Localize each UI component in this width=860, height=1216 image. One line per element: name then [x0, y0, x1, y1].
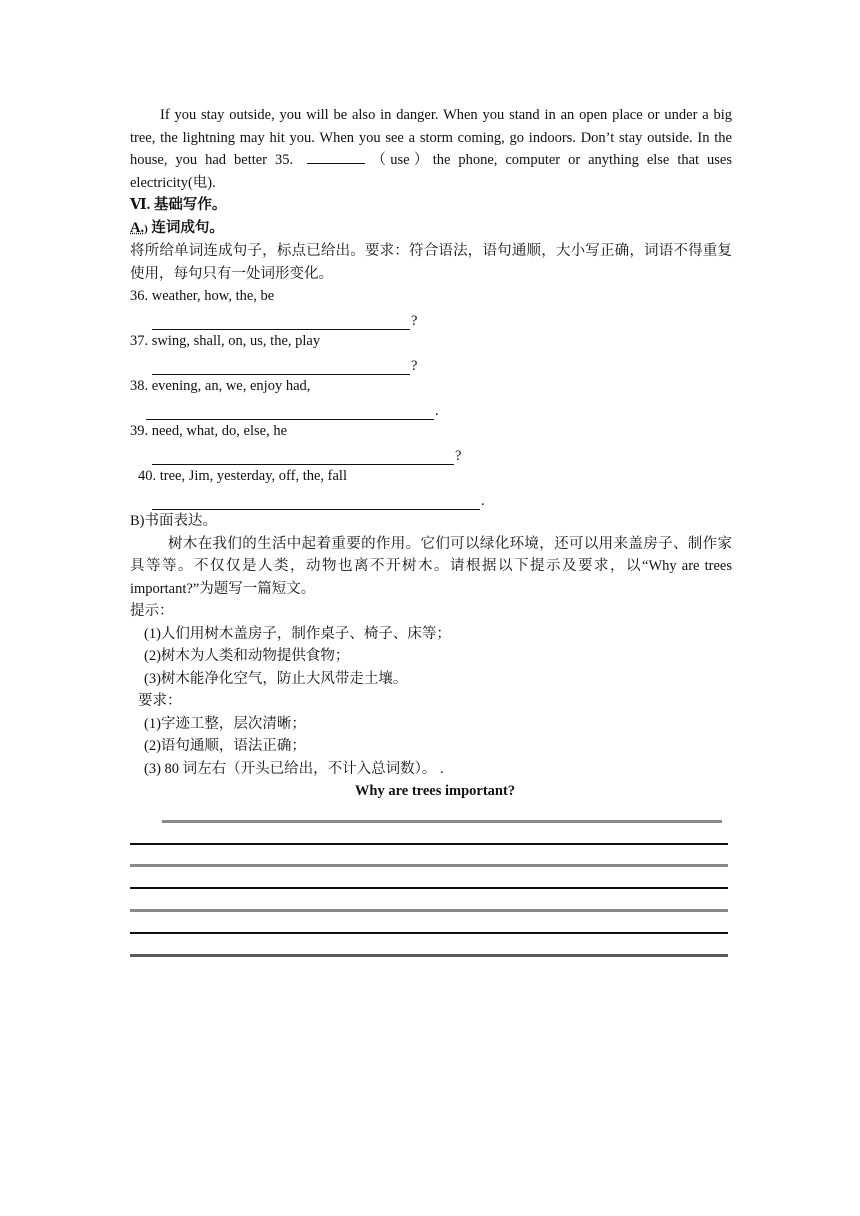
writing-line[interactable]	[130, 909, 728, 912]
answer-line-37[interactable]	[152, 359, 410, 375]
item-36-prompt: 36. weather, how, the, be	[130, 288, 275, 304]
part-a-instructions: 将所给单词连成句子，标点已给出。要求：符合语法，语句通顺，大小写正确，词语不得重复使用，每句只有一处词形变化。	[130, 243, 732, 282]
part-a-label: A.	[130, 219, 145, 236]
requirement-1: (1)字迹工整，层次清晰；	[144, 715, 306, 732]
writing-line[interactable]	[130, 887, 728, 889]
hints-label: 提示：	[130, 603, 174, 619]
answer-line-40[interactable]	[152, 494, 480, 510]
item-36-answer	[130, 308, 732, 331]
passage-hint: （use）the phone, computer or anything else that uses electricity(电).	[130, 152, 732, 191]
passage-text: If you stay outside, you will be also in danger. When you stand in an open place or under a big tree, the lightning may hit you. When you see a storm coming, go indoors. Don’t stay outside. In the house, you had better 35.	[130, 107, 732, 168]
writing-line[interactable]	[130, 954, 728, 957]
part-b-text: 树木在我们的生活中起着重要的作用。它们可以绿化环境，还可以用来盖房子、制作家具等等。不仅仅是人类，动物也离不开树木。请根据以下提示及要求，以“Why are trees important?”为题写一篇短文。	[130, 535, 732, 597]
item-38-answer	[130, 398, 732, 421]
part-a-heading: A.) 连词成句。	[130, 219, 224, 236]
reading-passage	[130, 104, 732, 194]
part-b-heading: B)书面表达。	[130, 513, 217, 529]
item-37-answer	[130, 353, 732, 376]
item-38-punct: .	[435, 403, 439, 419]
worksheet-page	[130, 104, 732, 803]
item-40-prompt: 40. tree, Jim, yesterday, off, the, fall	[138, 468, 347, 484]
writing-line[interactable]	[162, 820, 722, 823]
part-a-title: 连词成句。	[151, 219, 224, 236]
writing-line[interactable]	[130, 864, 728, 867]
requirement-2: (2)语句通顺，语法正确；	[144, 738, 306, 754]
answer-line-38[interactable]	[146, 404, 434, 420]
requirements-label: 要求：	[138, 693, 182, 709]
section-heading: Ⅵ. 基础写作。	[130, 197, 227, 213]
writing-line[interactable]	[130, 932, 728, 934]
item-40-punct: .	[481, 493, 485, 509]
hint-2: (2)树木为人类和动物提供食物；	[144, 648, 350, 664]
hint-1: (1)人们用树木盖房子，制作桌子、椅子、床等；	[144, 625, 451, 642]
item-39-answer	[130, 443, 732, 466]
answer-line-39[interactable]	[152, 449, 454, 465]
item-39-prompt: 39. need, what, do, else, he	[130, 423, 288, 439]
answer-blank-35[interactable]	[307, 149, 365, 164]
requirement-3: (3) 80 词左右（开头已给出，不计入总词数）。 .	[144, 760, 444, 777]
hint-3: (3)树木能净化空气，防止大风带走土壤。	[144, 670, 408, 687]
answer-line-36[interactable]	[152, 314, 410, 330]
item-40-answer	[130, 488, 732, 511]
essay-title: Why are trees important?	[354, 783, 516, 799]
item-37-punct: ?	[411, 358, 418, 374]
item-36-punct: ?	[411, 313, 418, 329]
writing-line[interactable]	[130, 843, 728, 845]
item-39-punct: ?	[455, 448, 462, 464]
item-37-prompt: 37. swing, shall, on, us, the, play	[130, 333, 321, 349]
item-38-prompt: 38. evening, an, we, enjoy had,	[130, 378, 311, 394]
